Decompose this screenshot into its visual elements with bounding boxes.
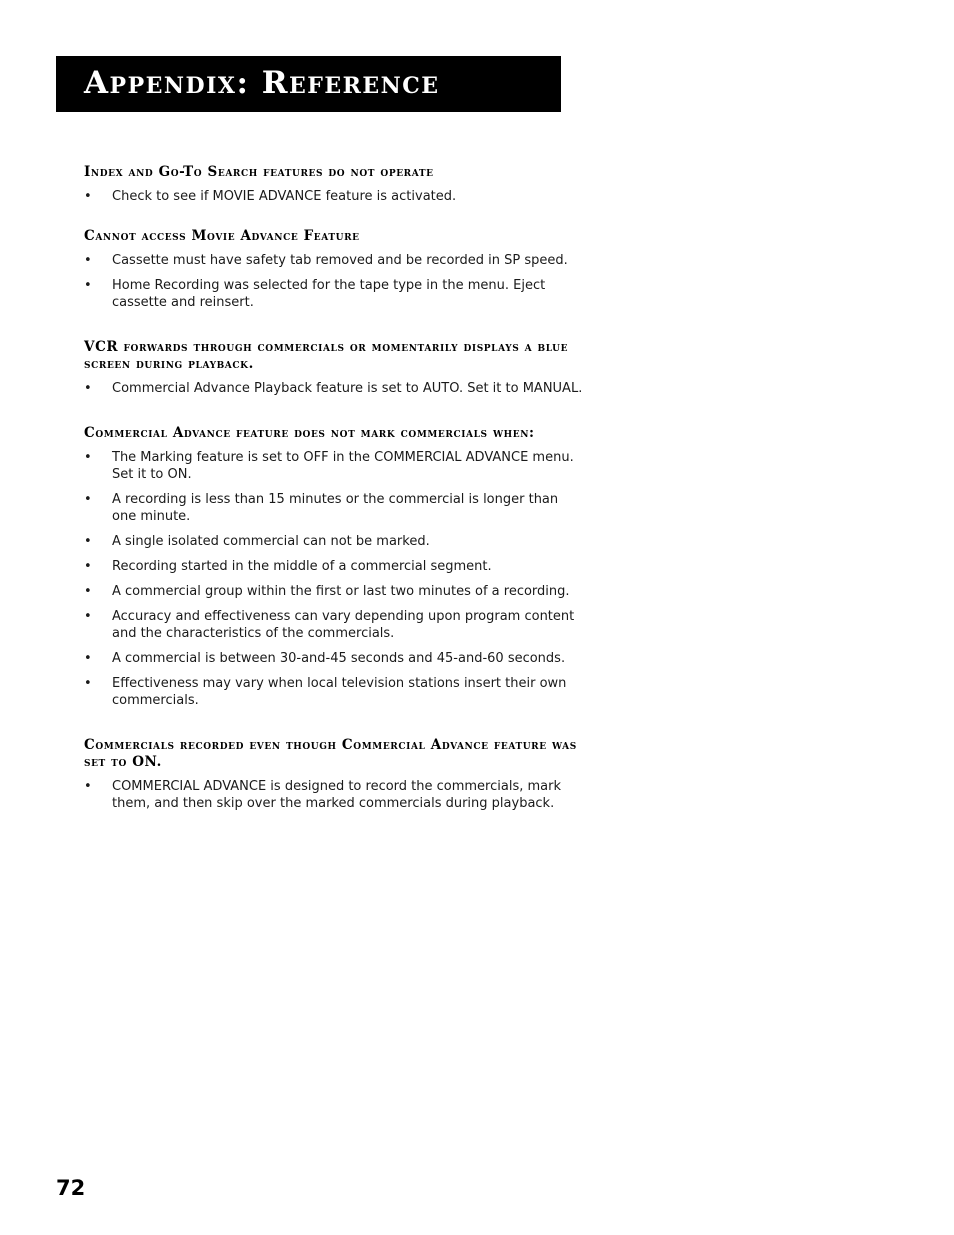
list-item-text: Check to see if MOVIE ADVANCE feature is activated. <box>112 189 457 204</box>
main-content <box>84 164 584 820</box>
list-item <box>84 583 584 600</box>
section-index-go-to-search <box>84 164 584 205</box>
section-commercials-recorded <box>84 737 584 812</box>
list-item <box>84 608 584 642</box>
list-item-text: COMMERCIAL ADVANCE is designed to record the commercials, mark them, and then skip over the marked commercials during playback. <box>112 779 561 811</box>
bullet-icon: • <box>84 492 92 507</box>
bullet-icon: • <box>84 676 92 691</box>
bullet-list <box>84 188 584 205</box>
list-item-text: The Marking feature is set to OFF in the COMMERCIAL ADVANCE menu. Set it to ON. <box>112 450 574 482</box>
section-movie-advance <box>84 228 584 311</box>
bullet-list <box>84 778 584 812</box>
bullet-list <box>84 449 584 709</box>
list-item-text: Cassette must have safety tab removed and be recorded in SP speed. <box>112 253 568 268</box>
list-item-text: A single isolated commercial can not be marked. <box>112 534 430 549</box>
list-item <box>84 778 584 812</box>
list-item <box>84 558 584 575</box>
bullet-icon: • <box>84 779 92 794</box>
list-item <box>84 277 584 311</box>
list-item <box>84 188 584 205</box>
list-item <box>84 380 584 397</box>
bullet-icon: • <box>84 278 92 293</box>
list-item <box>84 650 584 667</box>
list-item-text: Commercial Advance Playback feature is set to AUTO. Set it to MANUAL. <box>112 381 583 396</box>
list-item-text: A commercial is between 30-and-45 seconds and 45-and-60 seconds. <box>112 651 566 666</box>
bullet-icon: • <box>84 450 92 465</box>
bullet-list <box>84 252 584 311</box>
section-heading: Commercials recorded even though Commercial Advance feature was set to ON. <box>84 737 577 770</box>
list-item-text: Accuracy and effectiveness can vary depending upon program content and the characteristics of the commercials. <box>112 609 575 641</box>
list-item <box>84 449 584 483</box>
bullet-icon: • <box>84 609 92 624</box>
list-item-text: A commercial group within the first or last two minutes of a recording. <box>112 584 570 599</box>
bullet-icon: • <box>84 651 92 666</box>
section-heading: Commercial Advance feature does not mark commercials when: <box>84 425 535 441</box>
list-item-text: Effectiveness may vary when local television stations insert their own commercials. <box>112 676 567 708</box>
section-vcr-forwards <box>84 339 584 397</box>
header-bar <box>56 56 561 112</box>
section-heading: Cannot access Movie Advance Feature <box>84 228 360 244</box>
bullet-icon: • <box>84 189 92 204</box>
list-item <box>84 675 584 709</box>
list-item-text: A recording is less than 15 minutes or the commercial is longer than one minute. <box>112 492 559 524</box>
bullet-icon: • <box>84 534 92 549</box>
page-number: 72 <box>56 1176 86 1200</box>
section-heading: VCR forwards through commercials or momentarily displays a blue screen during playback. <box>84 339 569 372</box>
page-title: Appendix: Reference <box>84 65 440 101</box>
bullet-icon: • <box>84 559 92 574</box>
section-commercial-advance-marking <box>84 425 584 709</box>
bullet-icon: • <box>84 381 92 396</box>
bullet-icon: • <box>84 584 92 599</box>
list-item <box>84 491 584 525</box>
bullet-list <box>84 380 584 397</box>
section-heading: Index and Go-To Search features do not operate <box>84 164 434 180</box>
list-item-text: Recording started in the middle of a commercial segment. <box>112 559 492 574</box>
list-item <box>84 252 584 269</box>
list-item-text: Home Recording was selected for the tape type in the menu. Eject cassette and reinsert. <box>112 278 546 310</box>
list-item <box>84 533 584 550</box>
bullet-icon: • <box>84 253 92 268</box>
